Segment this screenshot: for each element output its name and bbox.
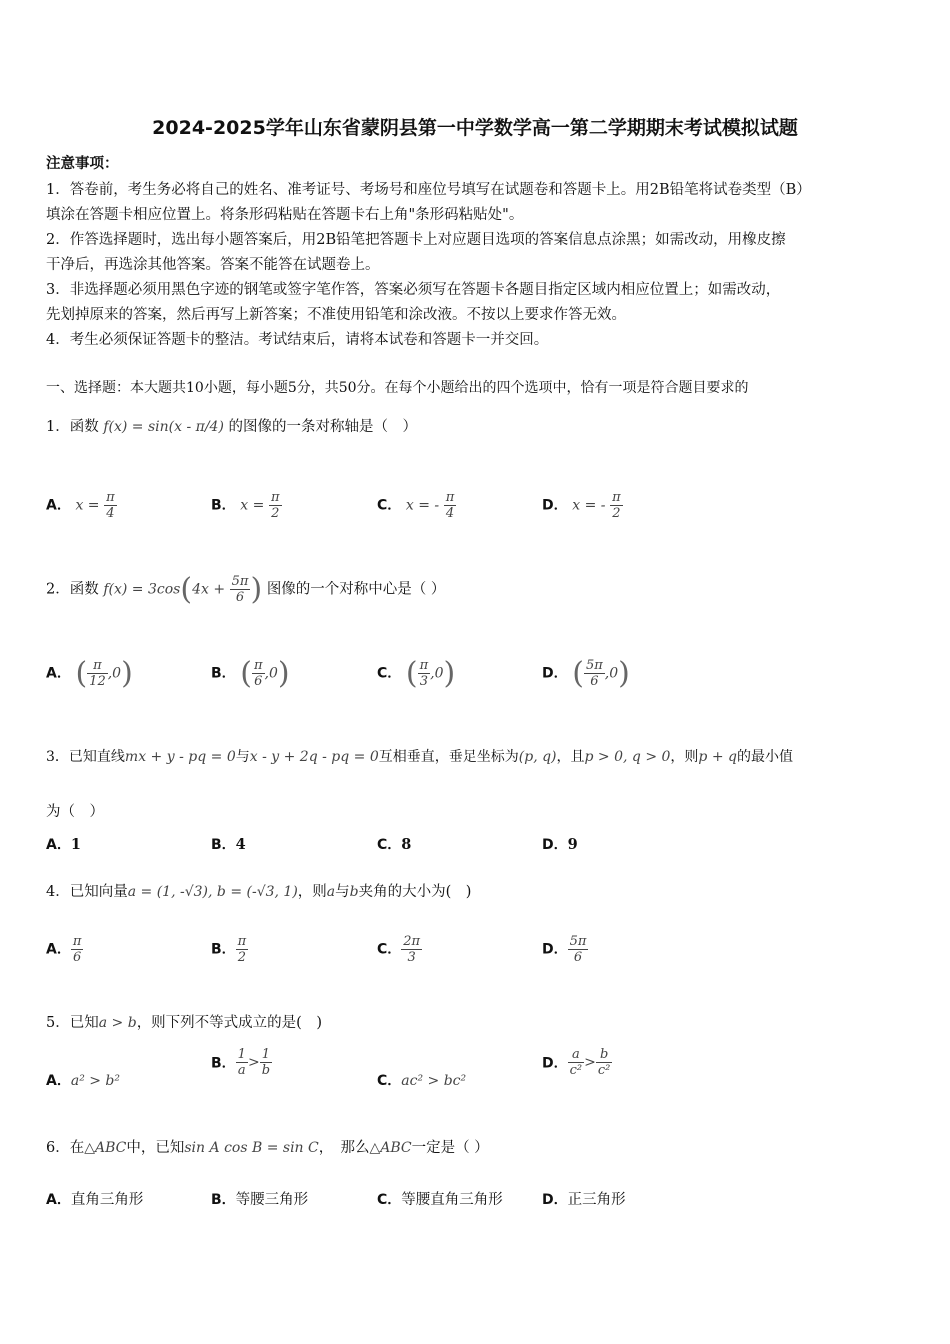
option-text: 直角三角形 bbox=[70, 1192, 144, 1208]
q6-suffix: 一定是（ ） bbox=[411, 1140, 489, 1156]
option-tail: ,0 bbox=[264, 665, 278, 682]
q3-expression: p + q bbox=[698, 749, 737, 765]
q4-option-c[interactable] bbox=[377, 934, 422, 965]
option-label: A． bbox=[46, 1192, 71, 1208]
q3-prefix: 3．已知直线 bbox=[46, 749, 125, 765]
q3-option-b[interactable] bbox=[211, 834, 246, 854]
option-label: A． bbox=[46, 497, 71, 514]
q3-suffix: 的最小值 bbox=[736, 749, 793, 765]
q5-option-b[interactable] bbox=[211, 1047, 272, 1078]
option-tail: ,0 bbox=[430, 665, 444, 682]
option-text: ac² > bc² bbox=[401, 1073, 467, 1089]
option-value: 8 bbox=[401, 836, 412, 853]
q1-option-d[interactable] bbox=[542, 490, 623, 521]
q5-option-d[interactable] bbox=[542, 1047, 612, 1078]
notice-line: 先划掉原来的答案，然后再写上新答案；不准使用铅笔和涂改液。不按以上要求作答无效。 bbox=[46, 307, 626, 323]
question-4 bbox=[46, 880, 471, 901]
option-lhs: x = bbox=[75, 497, 100, 514]
option-label: B． bbox=[211, 941, 236, 958]
option-text: 正三角形 bbox=[567, 1192, 626, 1208]
option-label: C． bbox=[377, 1192, 402, 1208]
q3-line1: mx + y - pq = 0 bbox=[124, 749, 236, 765]
option-label: C． bbox=[377, 837, 402, 853]
q6-option-a[interactable] bbox=[46, 1188, 143, 1209]
question-3 bbox=[46, 746, 793, 766]
q3-condition: p > 0, q > 0 bbox=[584, 749, 671, 765]
option-fraction: $\frac{a}{\text{c²}}$ bbox=[569, 1047, 583, 1078]
option-value: 9 bbox=[567, 836, 578, 853]
q5-condition: a > b bbox=[98, 1015, 137, 1031]
option-label: B． bbox=[211, 837, 236, 853]
notice-line: 1．答卷前，考生务必将自己的姓名、准考证号、考场号和座位号填写在试题卷和答题卡上。用2B铅笔将试卷类型（B） bbox=[46, 182, 811, 198]
q2-fraction: $\frac{5\pi}{6}$ bbox=[231, 574, 249, 605]
option-fraction: $\frac{\pi}{12}$ bbox=[89, 658, 106, 689]
q4-vector-a: a bbox=[326, 884, 336, 900]
q3-text: 互相垂直，垂足坐标为 bbox=[378, 749, 519, 765]
q3-text: ，则 bbox=[670, 749, 699, 765]
option-text: a² > b² bbox=[70, 1073, 121, 1089]
q6-option-c[interactable] bbox=[377, 1188, 503, 1209]
q2-formula-a: f(x) = 3cos bbox=[103, 581, 181, 598]
q3-option-a[interactable] bbox=[46, 834, 81, 854]
option-fraction: $\frac{\pi}{4}$ bbox=[445, 490, 455, 521]
notice-line: 3．非选择题必须用黑色字迹的钢笔或签字笔作答，答案必须写在答题卡各题目指定区域内相应位置上；如需改动， bbox=[46, 282, 781, 298]
option-text: 等腰三角形 bbox=[235, 1192, 309, 1208]
q5-suffix: ，则下列不等式成立的是( ) bbox=[136, 1015, 323, 1031]
q2-option-b[interactable]: B． ( $\frac{\pi}{6}$ ,0) bbox=[211, 656, 290, 691]
q6-equation: sin A cos B = sin C bbox=[184, 1140, 319, 1156]
q6-prefix: 6．在 bbox=[46, 1140, 85, 1156]
q2-formula-b: 4x + bbox=[192, 581, 226, 598]
option-value: 1 bbox=[70, 836, 81, 853]
q5-option-a[interactable] bbox=[46, 1070, 120, 1090]
q4-vectors: a = (1, -√3), b = (-√3, 1) bbox=[127, 884, 298, 900]
q1-option-c[interactable] bbox=[377, 490, 456, 521]
option-label: B． bbox=[211, 497, 236, 514]
option-fraction: $\frac{\pi}{6}$ bbox=[72, 934, 82, 965]
question-1 bbox=[46, 415, 417, 436]
q6-option-b[interactable] bbox=[211, 1188, 308, 1209]
option-fraction: $\frac{\pi}{3}$ bbox=[419, 658, 429, 689]
q3-point: (p, q) bbox=[518, 749, 557, 765]
notice-heading: 注意事项： bbox=[46, 155, 119, 172]
option-fraction: $\frac{\pi}{2}$ bbox=[270, 490, 280, 521]
option-label: D． bbox=[542, 1055, 568, 1072]
q3-continuation: 为（ ） bbox=[46, 804, 104, 820]
option-label: D． bbox=[542, 1192, 568, 1208]
q2-option-a[interactable]: A． ( $\frac{\pi}{12}$ ,0) bbox=[46, 656, 133, 691]
q1-prefix: 1．函数 bbox=[46, 419, 99, 435]
q6-option-d[interactable] bbox=[542, 1188, 626, 1209]
q3-line2: x - y + 2q - pq = 0 bbox=[249, 749, 379, 765]
q6-triangle: △ABC bbox=[84, 1140, 127, 1156]
q3-text: 与 bbox=[235, 749, 250, 765]
q4-text: 与 bbox=[335, 884, 350, 900]
option-label: B． bbox=[211, 665, 236, 682]
option-fraction: $\frac{2\pi}{3}$ bbox=[403, 934, 421, 965]
q4-option-b[interactable] bbox=[211, 934, 248, 965]
option-fraction: $\frac{\pi}{2}$ bbox=[612, 490, 621, 521]
option-label: D． bbox=[542, 941, 568, 958]
option-text: 等腰直角三角形 bbox=[401, 1192, 503, 1208]
option-label: C． bbox=[377, 1073, 402, 1089]
option-label: C． bbox=[377, 941, 402, 958]
q3-option-c[interactable] bbox=[377, 834, 411, 854]
option-label: C． bbox=[377, 497, 402, 514]
option-fraction: $\frac{5\pi}{6}$ bbox=[585, 658, 603, 689]
option-tail: ,0 bbox=[604, 665, 619, 682]
option-label: A． bbox=[46, 665, 71, 682]
option-fraction: $\frac{\pi}{2}$ bbox=[237, 934, 247, 965]
option-label: A． bbox=[46, 941, 71, 958]
q1-formula: f(x) = sin(x - π/4) bbox=[103, 419, 224, 435]
q2-option-d[interactable]: D． ( $\frac{5\pi}{6}$ ,0) bbox=[542, 656, 630, 691]
option-label: A． bbox=[46, 1073, 71, 1089]
option-label: C． bbox=[377, 665, 402, 682]
question-2: 2．函数 f(x) = 3cos(4x + $\frac{5\pi}{6}$ ) 图像的一个对称中心是（ ） bbox=[46, 572, 446, 607]
option-lhs: x = - bbox=[572, 497, 606, 514]
q1-suffix: 的图像的一条对称轴是（ ） bbox=[228, 419, 418, 435]
q4-prefix: 4．已知向量 bbox=[46, 884, 128, 900]
option-label: B． bbox=[211, 1192, 236, 1208]
option-label: D． bbox=[542, 837, 568, 853]
q5-prefix: 5．已知 bbox=[46, 1015, 99, 1031]
option-fraction: $\frac{1}{a}$ bbox=[237, 1047, 246, 1078]
option-label: A． bbox=[46, 837, 71, 853]
option-fraction: $\frac{1}{b}$ bbox=[261, 1047, 271, 1078]
q2-suffix: 图像的一个对称中心是（ ） bbox=[266, 581, 446, 598]
q3-option-d[interactable] bbox=[542, 834, 578, 854]
option-label: D． bbox=[542, 665, 568, 682]
option-lhs: x = - bbox=[405, 497, 440, 514]
option-label: B． bbox=[211, 1055, 236, 1072]
option-operator: > bbox=[584, 1054, 596, 1071]
question-6 bbox=[46, 1136, 489, 1157]
q6-text: 中，已知 bbox=[126, 1140, 185, 1156]
section-heading: 一、选择题：本大题共10小题，每小题5分，共50分。在每个小题给出的四个选项中，恰有一项是符合题目要求的 bbox=[46, 380, 749, 396]
option-tail: ,0 bbox=[107, 665, 122, 682]
option-fraction: $\frac{b}{\text{c²}}$ bbox=[597, 1047, 611, 1078]
option-value: 4 bbox=[235, 836, 246, 853]
q4-text: ，则 bbox=[297, 884, 327, 900]
q4-vector-b: b bbox=[349, 884, 359, 900]
page-title: 2024-2025学年山东省蒙阴县第一中学数学高一第二学期期末考试模拟试题 bbox=[152, 117, 798, 139]
notice-line: 4．考生必须保证答题卡的整洁。考试结束后，请将本试卷和答题卡一并交回。 bbox=[46, 332, 549, 348]
question-5 bbox=[46, 1011, 322, 1032]
option-lhs: x = bbox=[240, 497, 265, 514]
option-fraction: $\frac{\pi}{6}$ bbox=[254, 658, 263, 689]
notice-line: 填涂在答题卡相应位置上。将条形码粘贴在答题卡右上角"条形码粘贴处"。 bbox=[46, 207, 524, 223]
q4-option-a[interactable] bbox=[46, 934, 83, 965]
q3-text: ，且 bbox=[556, 749, 585, 765]
notice-line: 2．作答选择题时，选出每小题答案后，用2B铅笔把答题卡上对应题目选项的答案信息点涂黑；如需改动，用橡皮擦 bbox=[46, 232, 786, 248]
option-fraction: $\frac{5\pi}{6}$ bbox=[569, 934, 587, 965]
option-fraction: $\frac{\pi}{4}$ bbox=[106, 490, 115, 521]
q6-triangle: △ABC bbox=[369, 1140, 412, 1156]
notice-line: 干净后，再选涂其他答案。答案不能答在试题卷上。 bbox=[46, 257, 380, 273]
q2-option-c[interactable]: C． ( $\frac{\pi}{3}$ ,0) bbox=[377, 656, 456, 691]
q4-option-d[interactable] bbox=[542, 934, 588, 965]
q1-option-b[interactable] bbox=[211, 490, 282, 521]
q2-prefix: 2．函数 bbox=[46, 581, 99, 598]
option-operator: > bbox=[247, 1054, 260, 1071]
option-label: D． bbox=[542, 497, 568, 514]
q5-option-c[interactable] bbox=[377, 1070, 466, 1090]
q6-text: ， 那么 bbox=[318, 1140, 370, 1156]
q1-option-a[interactable] bbox=[46, 490, 117, 521]
q4-suffix: 夹角的大小为( ) bbox=[358, 884, 472, 900]
